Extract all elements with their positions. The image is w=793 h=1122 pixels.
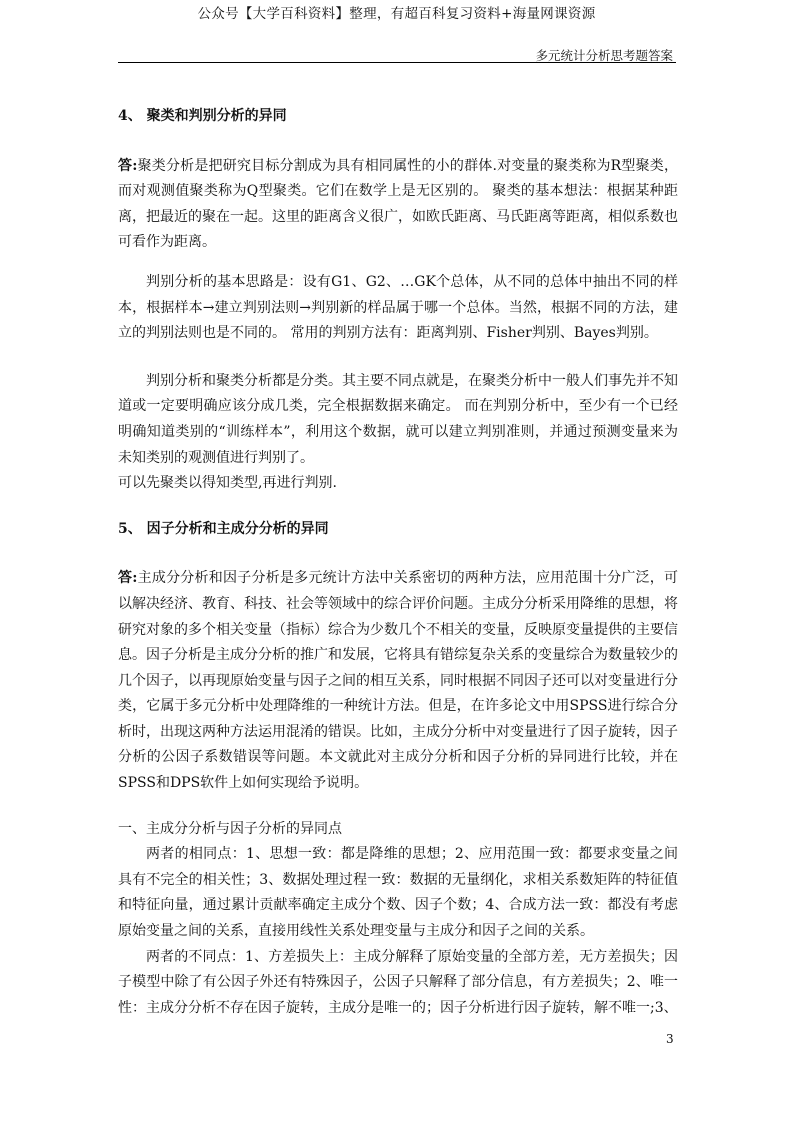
running-title: 多元统计分析思考题答案 <box>535 48 673 63</box>
section-5-answer <box>118 566 678 796</box>
section-4-answer <box>118 154 678 256</box>
page-body <box>118 104 678 1021</box>
section-5-paragraph-3: 两者的不同点：1、方差损失上：主成分解释了原始变量的全部方差，无方差损失；因子模型中除了有公因子外还有特殊因子，公因子只解释了部分信息，有方差损失；2、唯一性：主成分分析不存在因子旋转，主成分是唯一的；因子分析进行因子旋转，解不唯一;3、 <box>118 948 678 1016</box>
header-rule <box>118 62 676 63</box>
page-number: 3 <box>666 1032 674 1046</box>
section-4-paragraph-1: 聚类分析是把研究目标分割成为具有相同属性的小的群体.对变量的聚类称为R型聚类，而对观测值聚类称为Q型聚类。它们在数学上是无区别的。 聚类的基本想法：根据某种距离，把最近的聚在一起。这里的距离含义很广，如欧氏距离、马氏距离等距离，相似系数也可看作为距离。 <box>118 157 678 251</box>
section-4-paragraph-4: 可以先聚类以得知类型,再进行判别. <box>118 475 337 492</box>
answer-label: 答: <box>118 157 138 174</box>
section-4-paragraph-3: 判别分析和聚类分析都是分类。其主要不同点就是，在聚类分析中一般人们事先并不知道或一定要明确应该分成几类，完全根据数据来确定。 而在判别分析中，至少有一个已经明确知道类别的“训练样本”，利用这个数据，就可以建立判别准则，并通过预测变量来为未知类别的观测值进行判别了。 <box>118 372 678 466</box>
section-4-title: 4、 聚类和判别分析的异同 <box>118 108 287 124</box>
section-5-paragraph-2: 两者的相同点：1、思想一致：都是降维的思想；2、应用范围一致：都要求变量之间具有不完全的相关性；3、数据处理过程一致：数据的无量纲化，求相关系数矩阵的特征值和特征向量，通过累计贡献率确定主成分个数、因子个数；4、合成方法一致：都没有考虑原始变量之间的关系，直接用线性关系处理变量与主成分和因子之间的关系。 <box>118 846 678 940</box>
section-5-title: 5、 因子分析和主成分分析的异同 <box>118 520 329 537</box>
section-5-subheading: 一、主成分分析与因子分析的异同点 <box>118 820 342 837</box>
section-5-paragraph-1: 主成分分析和因子分析是多元统计方法中关系密切的两种方法，应用范围十分广泛，可以解决经济、教育、科技、社会等领域中的综合评价问题。主成分分析采用降维的思想，将研究对象的多个相关变量（指标）综合为少数几个不相关的变量，反映原变量提供的主要信息。因子分析是主成分分析的推广和发展，它将具有错综复杂关系的变量综合为数量较少的几个因子，以再现原始变量与因子之间的相互关系，同时根据不同因子还可以对变量进行分类，它属于多元分析中处理降维的一种统计方法。但是，在许多论文中用SPSS进行综合分析时，出现这两种方法运用混淆的错误。比如，主成分分析中对变量进行了因子旋转，因子分析的公因子系数错误等问题。本文就此对主成分分析和因子分析的异同进行比较，并在SPSS和DPS软件上如何实现给予说明。 <box>118 570 679 792</box>
top-banner: 公众号【大学百科资料】整理，有超百科复习资料+海量网课资源 <box>197 6 596 22</box>
answer-label: 答: <box>118 570 138 587</box>
section-4-paragraph-2: 判别分析的基本思路是：设有G1、G2、…GK个总体，从不同的总体中抽出不同的样本，根据样本→建立判别法则→判别新的样品属于哪一个总体。当然，根据不同的方法，建立的判别法则也是不同的。 常用的判别方法有：距离判别、Fisher判别、Bayes判别。 <box>118 273 678 342</box>
